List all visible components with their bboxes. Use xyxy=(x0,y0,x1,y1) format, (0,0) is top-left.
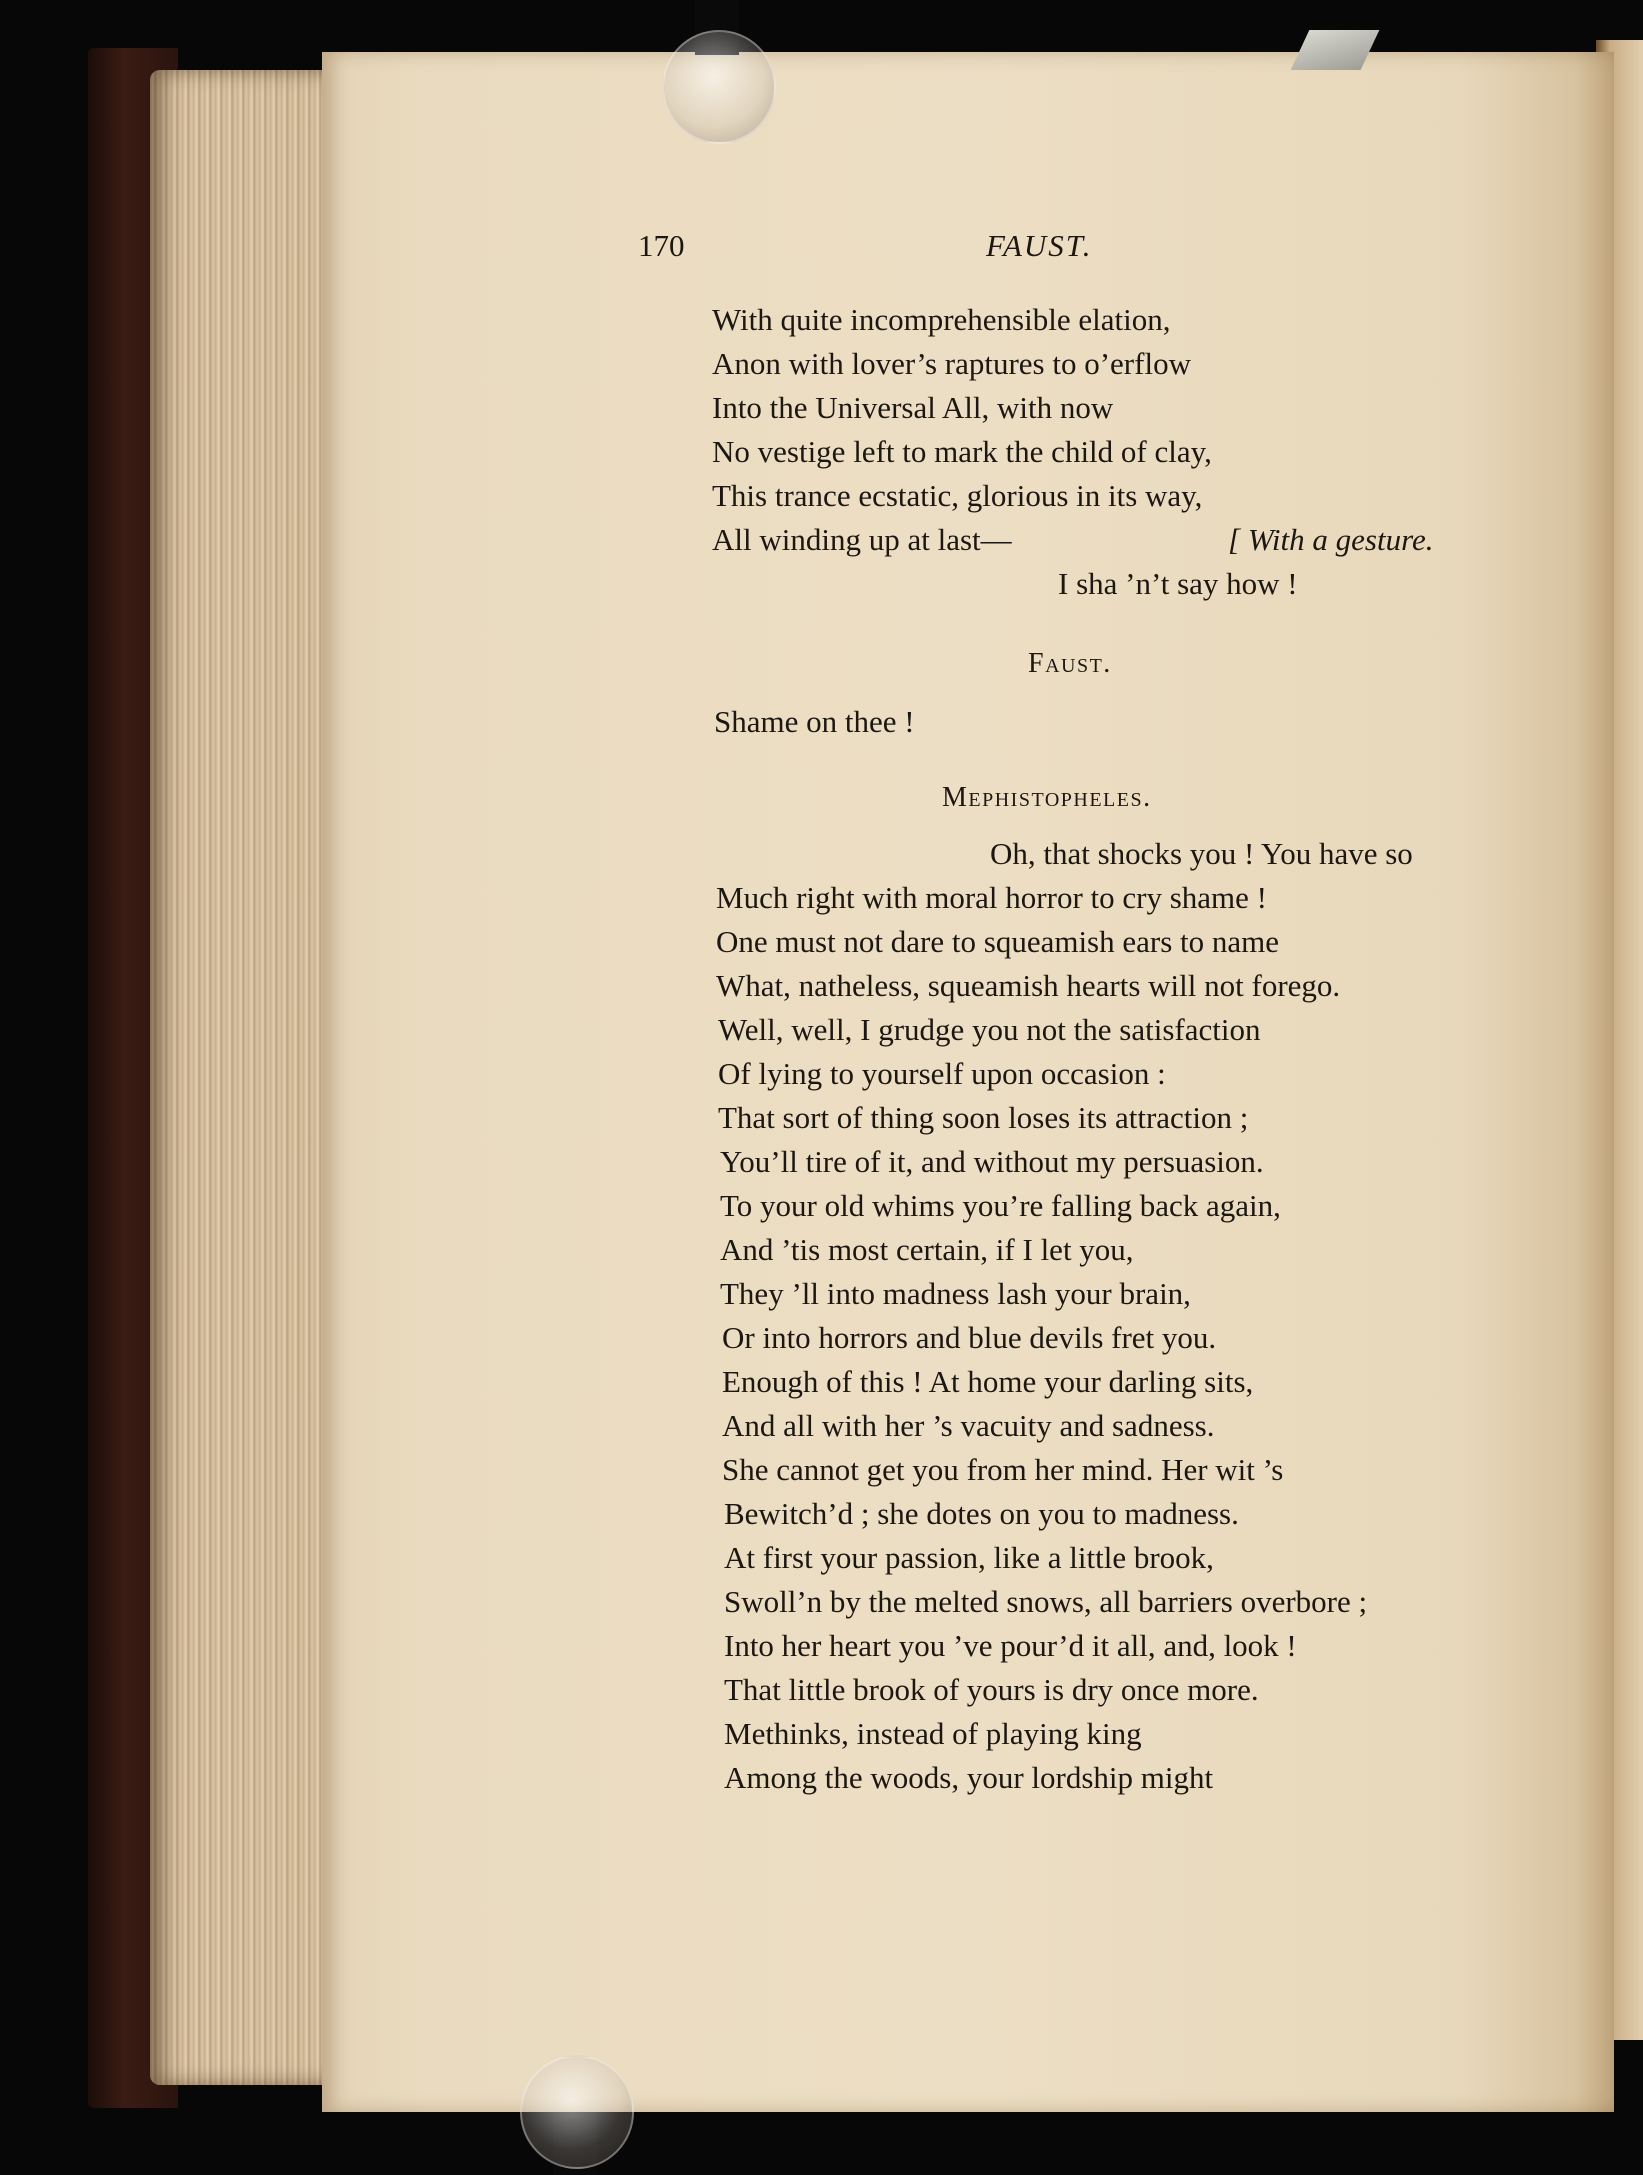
verse-line: Swoll’n by the melted snows, all barriers overbore ; xyxy=(724,1584,1368,1619)
verse-line: Among the woods, your lordship might xyxy=(724,1760,1214,1795)
verse-line: You’ll tire of it, and without my persuasion. xyxy=(720,1144,1264,1179)
verse-line: Well, well, I grudge you not the satisfaction xyxy=(718,1012,1261,1047)
verse-line: Oh, that shocks you ! You have so xyxy=(990,836,1413,871)
verse-line: Or into horrors and blue devils fret you. xyxy=(722,1320,1217,1355)
page-number: 170 xyxy=(638,228,685,263)
verse-line: Methinks, instead of playing king xyxy=(724,1716,1142,1751)
verse-line: They ’ll into madness lash your brain, xyxy=(720,1276,1191,1311)
verse-line: That little brook of yours is dry once more. xyxy=(724,1672,1259,1707)
verse-line: And all with her ’s vacuity and sadness. xyxy=(722,1408,1215,1443)
verse-line: Bewitch’d ; she dotes on you to madness. xyxy=(724,1496,1239,1531)
verse-line: Shame on thee ! xyxy=(714,704,915,739)
verse-line: What, natheless, squeamish hearts will not forego. xyxy=(716,968,1341,1003)
verse-line: One must not dare to squeamish ears to name xyxy=(716,924,1280,959)
verse-line: To your old whims you’re falling back again, xyxy=(720,1188,1281,1223)
speaker-faust: Faust. xyxy=(1028,648,1112,679)
verse-line: Much right with moral horror to cry shame ! xyxy=(716,880,1267,915)
verse-line: All winding up at last— xyxy=(712,522,1012,557)
verse-continuation: I sha ’n’t say how ! xyxy=(1058,566,1298,601)
verse-line: Anon with lover’s raptures to o’erflow xyxy=(712,346,1191,381)
stage-direction: [ With a gesture. xyxy=(1228,522,1434,557)
glass-clamp-top xyxy=(662,30,776,144)
running-title: FAUST. xyxy=(986,228,1093,263)
verse-line: She cannot get you from her mind. Her wit ’s xyxy=(722,1452,1284,1487)
verse-line: At first your passion, like a little brook, xyxy=(724,1540,1214,1575)
verse-line: And ’tis most certain, if I let you, xyxy=(720,1232,1134,1267)
speaker-mephistopheles: Mephistopheles. xyxy=(942,782,1152,813)
glass-clamp-bottom xyxy=(520,2055,634,2169)
page-edges xyxy=(150,70,335,2085)
verse-line: That sort of thing soon loses its attraction ; xyxy=(718,1100,1249,1135)
verse-line: With quite incomprehensible elation, xyxy=(712,302,1171,337)
verse-line: Of lying to yourself upon occasion : xyxy=(718,1056,1166,1091)
verse-line: No vestige left to mark the child of clay, xyxy=(712,434,1212,469)
verse-line: This trance ecstatic, glorious in its way, xyxy=(712,478,1203,513)
verse-line: Into the Universal All, with now xyxy=(712,390,1114,425)
verse-line: Into her heart you ’ve pour’d it all, and, look ! xyxy=(724,1628,1297,1663)
verse-line: Enough of this ! At home your darling sits, xyxy=(722,1364,1254,1399)
